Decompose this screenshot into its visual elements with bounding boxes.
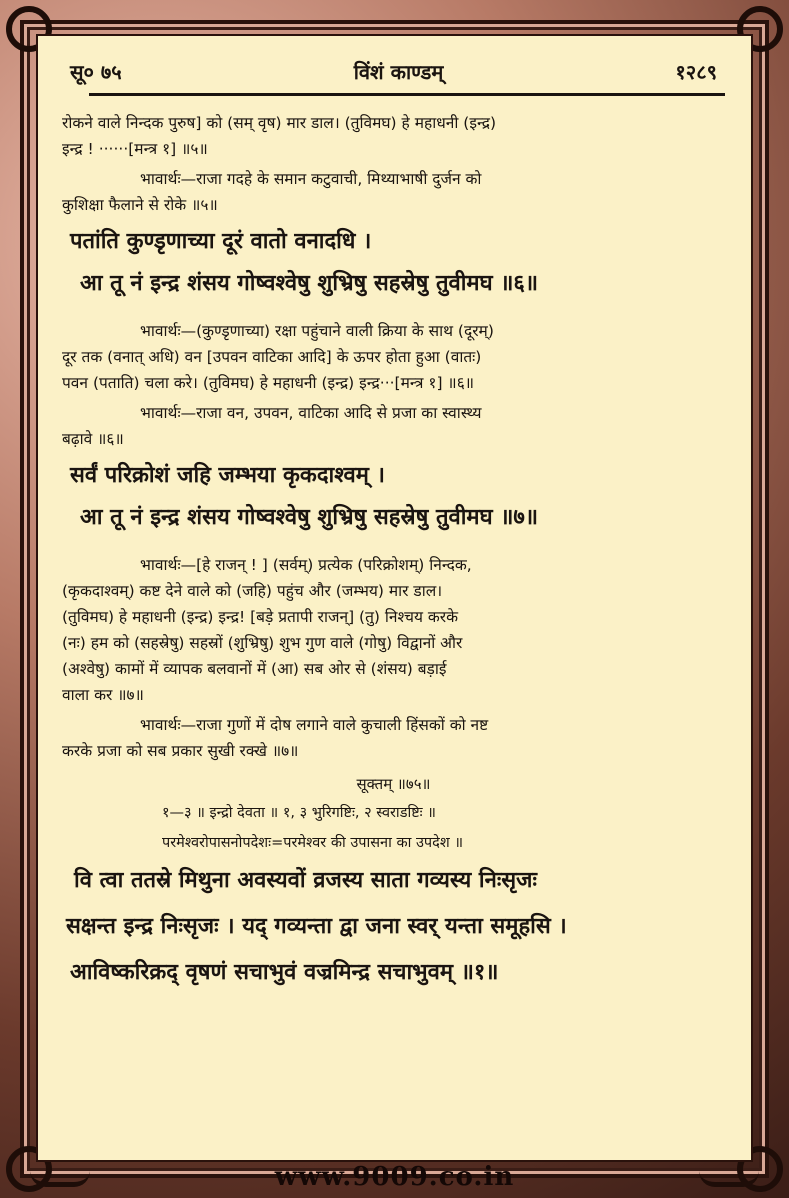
header-rule <box>89 93 725 96</box>
verse-line: सर्वं परिक्रोशं जहि जम्भया कृकदाश्वम् । <box>70 463 385 488</box>
prose-line: भावार्थः—राजा वन, उपवन, वाटिका आदि से प्रजा का स्वास्थ्य <box>140 404 482 422</box>
verse-block <box>62 458 725 536</box>
prose-line: वाला कर ॥७॥ <box>62 686 144 704</box>
sukta-number: सू० ७५ <box>70 60 122 84</box>
prose-line: कुशिक्षा फैलाने से रोके ॥५॥ <box>62 196 218 214</box>
page-header <box>62 54 725 91</box>
bhavarth-block <box>62 712 725 764</box>
bhavarth-block <box>62 552 725 708</box>
verse-line: आ तू नं इन्द्र शंसय गोष्वश्वेषु शुभ्रिषु सहस्रेषु तुवीमघ ॥६॥ <box>80 271 539 296</box>
prose-line: (कृकदाश्वम्) कष्ट देने वाले को (जहि) पहुंच और (जम्भय) मार डाल। <box>62 582 443 600</box>
prose-block <box>62 110 725 162</box>
prose-line: पवन (पताति) चला करे। (तुविमघ) हे महाधनी (इन्द्र) इन्द्र···[मन्त्र १] ॥६॥ <box>62 374 475 392</box>
bhavarth-block <box>62 400 725 452</box>
prose-line: दूर तक (वनात् अधि) वन [उपवन वाटिका आदि] के ऊपर होता हुआ (वातः) <box>62 348 482 366</box>
sukta-heading: सूक्तम् ॥७५॥ <box>356 775 431 793</box>
bhavarth-block <box>62 166 725 218</box>
prose-line: भावार्थः—राजा गदहे के समान कटुवाची, मिथ्याभाषी दुर्जन को <box>140 170 482 188</box>
prose-line: (नः) हम को (सहस्रेषु) सहस्रों (शुभ्रिषु) शुभ गुण वाले (गोषु) विद्वानों और <box>62 634 463 652</box>
final-verse-block <box>62 860 725 994</box>
scripture-page <box>36 34 753 1162</box>
devata-line: १—३ ॥ इन्द्रो देवता ॥ १, ३ भुरिगष्टिः, २ स्वराडष्टिः ॥ <box>162 805 436 821</box>
prose-line: इन्द्र ! ······[मन्त्र १] ॥५॥ <box>62 140 208 158</box>
verse-line: वि त्वा ततस्रे मिथुना अवस्यवों व्रजस्य साता गव्यस्य निःसृजः <box>74 868 537 893</box>
kanda-title: विंशं काण्डम् <box>353 60 444 84</box>
page-number: १२८९ <box>675 60 717 84</box>
verse-block <box>62 224 725 302</box>
verse-line: आविष्करिक्रद् वृषणं सचाभुवं वज्रमिन्द्र सचाभुवम् ॥१॥ <box>70 960 499 985</box>
verse-line: पतांति कुण्डृणाच्या दूरं वातो वनादधि । <box>70 229 372 254</box>
bhavarth-block <box>62 318 725 396</box>
topic-line: परमेश्वरोपासनोपदेशः=परमेश्वर की उपासना का उपदेश ॥ <box>162 835 464 851</box>
prose-line: भावार्थः—[हे राजन् ! ] (सर्वम्) प्रत्येक (परिक्रोशम्) निन्दक, <box>140 556 472 574</box>
verse-line: आ तू नं इन्द्र शंसय गोष्वश्वेषु शुभ्रिषु सहस्रेषु तुवीमघ ॥७॥ <box>80 505 539 530</box>
page-body <box>62 110 725 994</box>
verse-line: सक्षन्त इन्द्र निःसृजः । यद् गव्यन्ता द्वा जना स्वर् यन्ता समूहसि । <box>66 914 567 939</box>
website-url[interactable]: www.9009.co.in <box>274 1162 515 1192</box>
prose-line: भावार्थः—(कुण्डृणाच्या) रक्षा पहुंचाने वाली क्रिया के साथ (दूरम्) <box>140 322 494 340</box>
prose-line: (अश्वेषु) कामों में व्यापक बलवानों में (आ) सब ओर से (शंसय) बड़ाई <box>62 660 447 678</box>
prose-line: भावार्थः—राजा गुणों में दोष लगाने वाले कुचाली हिंसकों को नष्ट <box>140 716 489 734</box>
prose-line: (तुविमघ) हे महाधनी (इन्द्र) इन्द्र! [बड़े प्रतापी राजन्] (तु) निश्चय करके <box>62 608 459 626</box>
prose-line: करके प्रजा को सब प्रकार सुखी रक्खे ॥७॥ <box>62 742 299 760</box>
prose-line: बढ़ावे ॥६॥ <box>62 430 124 448</box>
prose-line: रोकने वाले निन्दक पुरुष] को (सम् वृष) मार डाल। (तुविमघ) हे महाधनी (इन्द्र) <box>62 114 497 132</box>
